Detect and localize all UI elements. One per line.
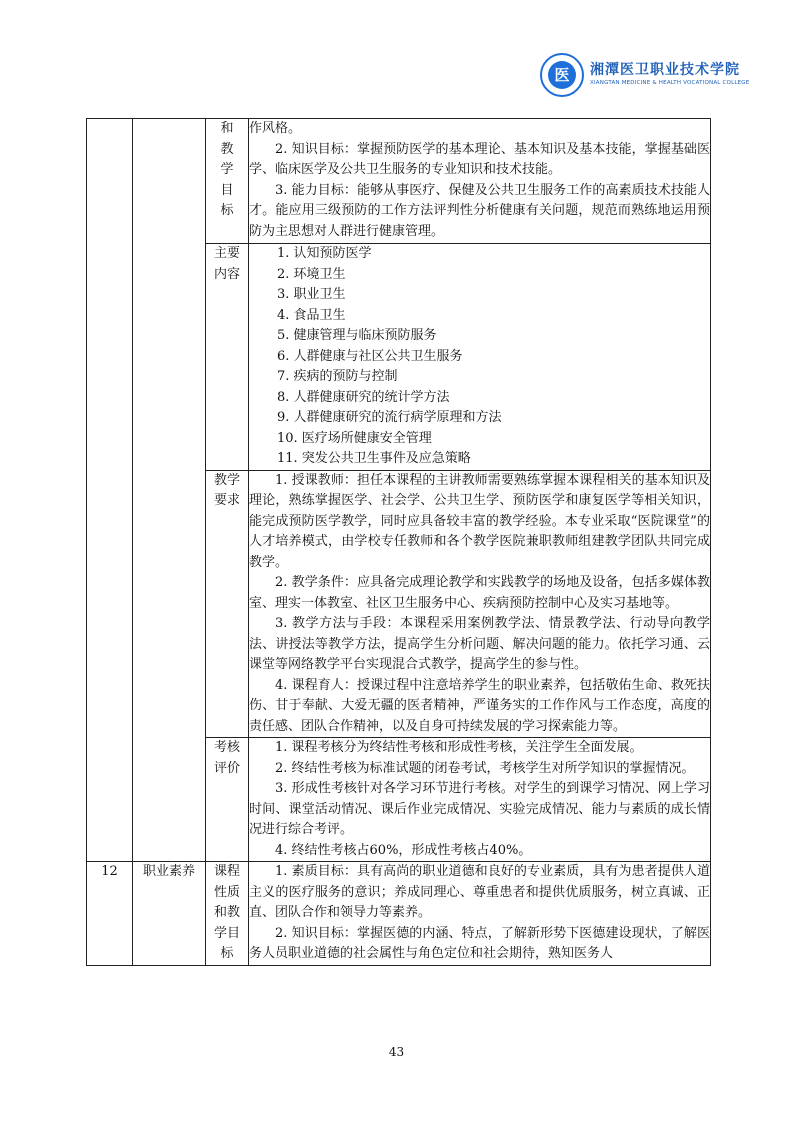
row-number: 12 — [87, 862, 133, 966]
list-item: 10. 医疗场所健康安全管理 — [277, 430, 432, 446]
paragraph: 2. 教学条件：应具备完成理论教学和实践教学的场地及设备，包括多媒体教室、理实一体教室、社区卫生服务中心、疾病预防控制中心及实习基地等。 — [249, 575, 710, 611]
list-item: 9. 人群健康研究的流行病学原理和方法 — [277, 410, 502, 425]
list-item: 3. 职业卫生 — [277, 287, 346, 302]
number-cell-empty — [87, 119, 133, 862]
nature-goals-content — [249, 862, 711, 966]
list-item: 4. 食品卫生 — [277, 307, 346, 323]
list-item: 11. 突发公共卫生事件及应急策略 — [277, 451, 471, 466]
list-item: 8. 人群健康研究的统计学方法 — [277, 389, 450, 405]
logo-name-en: XIANGTAN MEDICINE & HEALTH VOCATIONAL COLLEGE — [590, 80, 750, 87]
requirements-label: 教学要求 — [214, 472, 241, 508]
content-list — [249, 244, 711, 471]
list-item: 7. 疾病的预防与控制 — [277, 369, 398, 384]
content-label: 主要内容 — [214, 246, 241, 282]
requirements-content — [249, 470, 711, 738]
paragraph: 3. 形成性考核针对各学习环节进行考核。对学生的到课学习情况、网上学习时间、课堂活动情况、课后作业完成情况、实验完成情况、能力与素质的成长情况进行综合考评。 — [249, 781, 710, 837]
row-label — [206, 244, 249, 471]
logo-text — [590, 63, 749, 87]
paragraph: 1. 课程考核分为终结性考核和形成性考核，关注学生全面发展。 — [275, 740, 643, 755]
nature-goals-label: 课程性质和教学目标 — [214, 864, 241, 961]
logo-name-cn: 湘潭医卫职业技术学院 — [590, 62, 740, 79]
list-item: 2. 环境卫生 — [277, 266, 346, 282]
list-item: 1. 认知预防医学 — [277, 246, 372, 261]
paragraph: 4. 终结性考核占60%，形成性考核占40%。 — [275, 842, 532, 858]
table-row — [87, 119, 711, 244]
goals-content — [249, 119, 711, 244]
curriculum-table — [86, 118, 711, 966]
course-cell-empty — [133, 119, 206, 862]
paragraph: 作风格。 — [249, 121, 302, 136]
table-row — [87, 862, 711, 966]
paragraph: 1. 素质目标：具有高尚的职业道德和良好的专业素质，具有为患者提供人道主义的医疗服务的意识；养成同理心、尊重患者和提供优质服务，树立真诚、正直、团队合作和领导力等素养。 — [249, 864, 710, 920]
paragraph: 2. 知识目标：掌握预防医学的基本理论、基本知识及基本技能，掌握基础医学、临床医学及公共卫生服务的专业知识和技术技能。 — [249, 141, 710, 177]
college-emblem-icon — [540, 53, 584, 97]
paragraph: 3. 能力目标：能够从事医疗、保健及公共卫生服务工作的高素质技术技能人才。能应用三级预防的工作方法评判性分析健康有关问题，规范而熟练地运用预防为主思想对人群进行健康管理。 — [249, 182, 710, 239]
row-label — [206, 738, 249, 862]
paragraph: 1. 授课教师：担任本课程的主讲教师需要熟练掌握本课程相关的基本知识及理论，熟练掌握医学、社会学、公共卫生学、预防医学和康复医学等相关知识，能完成预防医学教学，同时应具备较丰富的教学经验。本专业采取“医院课堂”的人才培养模式，由学校专任教师和各个教学医院兼职教师组建教学团队共同完成教学。 — [249, 472, 710, 570]
row-label — [206, 862, 249, 966]
page-number: 43 — [388, 1045, 405, 1059]
list-item: 6. 人群健康与社区公共卫生服务 — [277, 348, 463, 364]
course-name: 职业素养 — [133, 862, 206, 966]
row-label — [206, 470, 249, 738]
goals-label: 和教学目标 — [220, 121, 234, 218]
list-item: 5. 健康管理与临床预防服务 — [277, 328, 437, 343]
paragraph: 3. 教学方法与手段：本课程采用案例教学法、情景教学法、行动导向教学法、讲授法等教学方法，提高学生分析问题、解决问题的能力。依托学习通、云课堂等网络教学平台实现混合式教学，提高学生的参与性。 — [249, 616, 710, 672]
paragraph: 2. 终结性考核为标准试题的闭卷考试，考核学生对所学知识的掌握情况。 — [275, 760, 695, 776]
emblem-mark: 医 — [548, 61, 576, 89]
assessment-label: 考核评价 — [214, 740, 241, 776]
row-label — [206, 119, 249, 244]
paragraph: 4. 课程育人：授课过程中注意培养学生的职业素养，包括敬佑生命、救死扶伤、甘于奉献、大爱无疆的医者精神，严谨务实的工作作风与工作态度，高度的责任感、团队合作精神，以及自身可持续发展的学习探索能力等。 — [249, 677, 710, 734]
college-logo — [540, 52, 750, 98]
paragraph: 2. 知识目标：掌握医德的内涵、特点，了解新形势下医德建设现状，了解医务人员职业道德的社会属性与角色定位和社会期待，熟知医务人 — [249, 925, 710, 961]
assessment-content — [249, 738, 711, 862]
